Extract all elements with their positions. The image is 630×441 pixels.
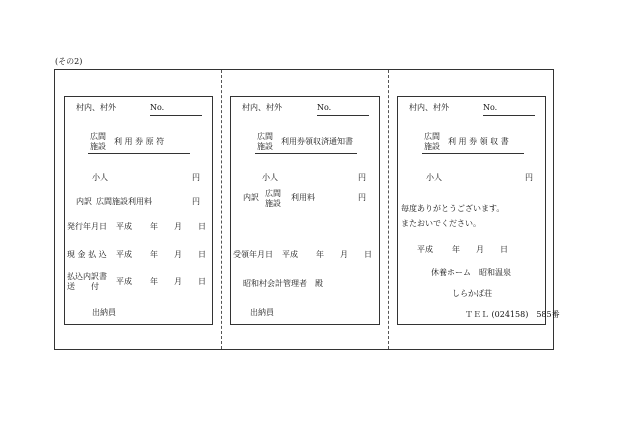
stub-statement-month: 月 [174,277,182,286]
notice-cashier-label: 出納員 [250,308,274,317]
receipt-thanks-line-1: 毎度ありがとうございます。 [401,204,505,213]
stub-cashier-label: 出納員 [92,308,116,317]
stub-fee-label: 広間施設利用料 [96,197,152,206]
notice-no-underline [317,115,369,116]
stub-facility-label: 広間 施設 [90,132,106,151]
notice-receipt-date-label: 受領年月日 [233,250,273,259]
notice-receipt-month: 月 [340,250,348,259]
slip-receipt-notice [230,96,380,325]
stub-issue-date-label: 発行年月日 [67,222,107,231]
stub-statement-era: 平成 [116,277,132,286]
notice-receipt-year: 年 [316,250,324,259]
stub-cash-year: 年 [150,250,158,259]
stub-cash-label: 現 金 払 込 [67,250,107,259]
receipt-date-year: 年 [452,245,460,254]
receipt-date-day: 日 [500,245,508,254]
stub-small-person-label: 小人 [92,173,108,182]
notice-breakdown-label: 内訳 [243,193,259,202]
receipt-facility-label: 広間 施設 [424,132,440,151]
stub-issue-month: 月 [174,222,182,231]
notice-receipt-era: 平成 [282,250,298,259]
receipt-no-label: No. [483,103,498,112]
receipt-title: 利 用 券 領 収 書 [448,137,509,146]
stub-cash-month: 月 [174,250,182,259]
stub-statement-label: 払込内訳書 送 付 [67,272,107,291]
receipt-org-name: 休養ホーム 昭和温泉 [431,268,511,277]
receipt-small-person-label: 小人 [426,173,442,182]
notice-small-person-yen: 円 [358,173,366,182]
notice-facility-label: 広間 施設 [257,132,273,151]
stub-statement-day: 日 [198,277,206,286]
stub-village-label: 村内、村外 [76,103,116,112]
notice-village-label: 村内、村外 [242,103,282,112]
receipt-lodge-name: しらかば荘 [452,289,492,298]
perforation-line-2 [388,70,389,349]
notice-facility-label-2: 広間 施設 [265,189,281,208]
receipt-date-month: 月 [476,245,484,254]
receipt-small-person-yen: 円 [525,173,533,182]
receipt-tel: ＴＥＬ (024158) 585番 [465,310,560,319]
stub-issue-day: 日 [198,222,206,231]
stub-no-label: No. [150,103,165,112]
receipt-date-era: 平成 [417,245,433,254]
form-note: (その2) [55,57,83,66]
receipt-village-label: 村内、村外 [409,103,449,112]
notice-title: 利用券領収済通知書 [281,137,353,146]
stub-title: 利 用 券 原 符 [114,137,165,146]
stub-issue-era: 平成 [116,222,132,231]
stub-title-underline [88,153,190,154]
notice-fee-label: 利用料 [291,193,315,202]
stub-cash-era: 平成 [116,250,132,259]
receipt-no-underline [483,115,535,116]
notice-title-underline [255,153,357,154]
receipt-thanks-line-2: またおいでください。 [401,219,481,228]
perforation-line-1 [221,70,222,349]
receipt-title-underline [422,153,524,154]
notice-fee-yen: 円 [358,193,366,202]
notice-no-label: No. [317,103,332,112]
notice-receipt-day: 日 [364,250,372,259]
notice-manager-label: 昭和村会計管理者 殿 [243,279,323,288]
stub-statement-year: 年 [150,277,158,286]
stub-breakdown-label: 内訳 [76,197,92,206]
stub-issue-year: 年 [150,222,158,231]
stub-small-person-yen: 円 [192,173,200,182]
stub-no-underline [150,115,202,116]
notice-small-person-label: 小人 [262,173,278,182]
stub-cash-day: 日 [198,250,206,259]
stub-fee-yen: 円 [192,197,200,206]
